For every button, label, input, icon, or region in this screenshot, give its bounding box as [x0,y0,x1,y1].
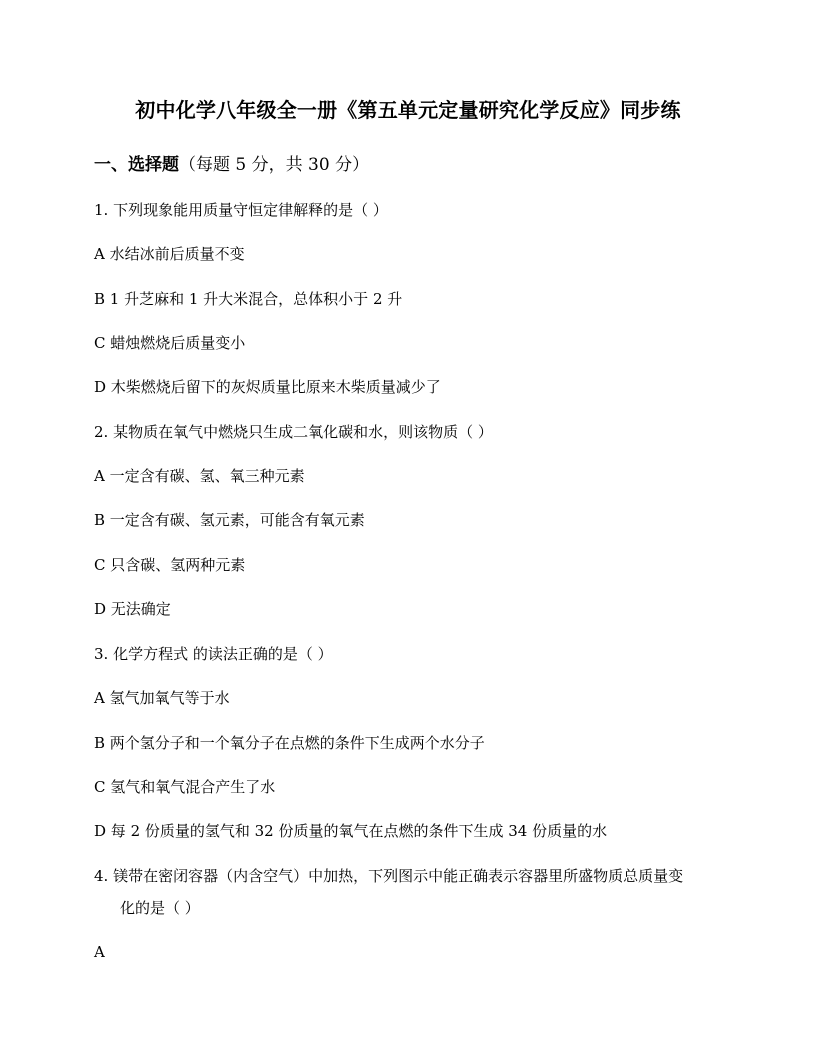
question-4-stem: 4. 镁带在密闭容器（内含空气）中加热，下列图示中能正确表示容器里所盛物质总质量变 [94,867,684,885]
question-3-option-a: A 氢气加氧气等于水 [94,689,230,707]
page-title: 初中化学八年级全一册《第五单元定量研究化学反应》同步练 [135,98,681,122]
question-1-stem: 1. 下列现象能用质量守恒定律解释的是（ ） [94,201,388,219]
question-1-option-a: A 水结冰前后质量不变 [94,245,245,263]
question-2-stem: 2. 某物质在氧气中燃烧只生成二氧化碳和水，则该物质（ ） [94,423,493,441]
question-3-option-b: B 两个氢分子和一个氧分子在点燃的条件下生成两个水分子 [94,734,485,752]
question-3-stem: 3. 化学方程式 的读法正确的是（ ） [94,645,333,663]
section-note: （每题 5 分，共 30 分） [179,155,370,175]
question-2-option-a: A 一定含有碳、氢、氧三种元素 [94,467,305,485]
question-2-option-b: B 一定含有碳、氢元素，可能含有氧元素 [94,511,365,529]
section-header [94,150,369,175]
question-3-option-c: C 氢气和氧气混合产生了水 [94,778,276,796]
question-3-option-d: D 每 2 份质量的氢气和 32 份质量的氧气在点燃的条件下生成 34 份质量的水 [94,822,608,840]
question-2-option-d: D 无法确定 [94,600,171,618]
question-2-option-c: C 只含碳、氢两种元素 [94,556,246,574]
question-4-stem-continued: 化的是（ ） [120,899,200,917]
question-1-option-d: D 木柴燃烧后留下的灰烬质量比原来木柴质量减少了 [94,378,441,396]
question-4-option-a: A [94,943,105,961]
section-heading: 一、选择题 [94,155,179,175]
question-1-option-b: B 1 升芝麻和 1 升大米混合，总体积小于 2 升 [94,290,403,308]
question-1-option-c: C 蜡烛燃烧后质量变小 [94,334,246,352]
